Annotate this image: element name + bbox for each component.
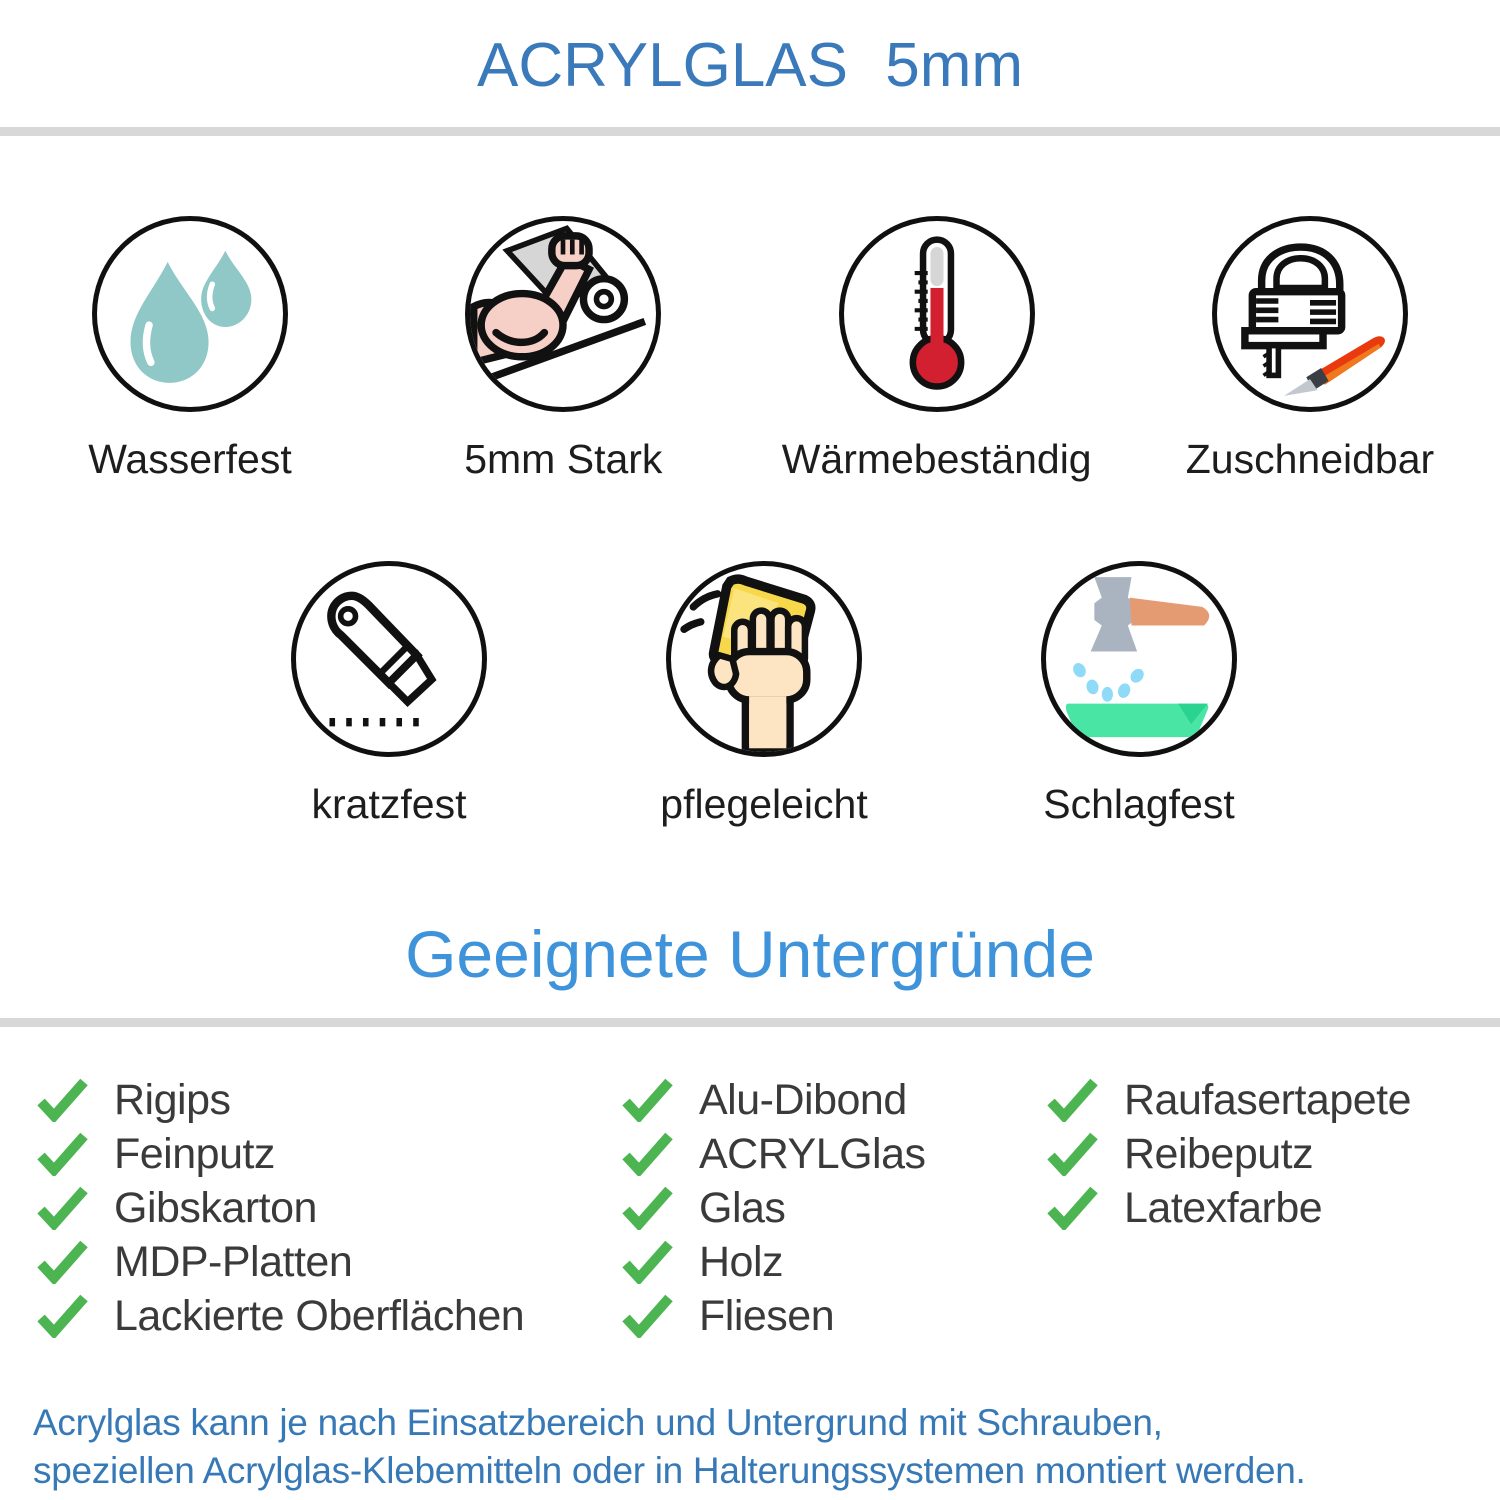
checkmark-icon (621, 1186, 673, 1230)
feature-schlagfest (974, 561, 1304, 828)
feature-label: Wärmebeständig (781, 436, 1092, 482)
list-item (36, 1127, 621, 1181)
checkmark-icon (621, 1240, 673, 1284)
feature-label: kratzfest (311, 781, 467, 827)
substrate-label: Raufasertapete (1124, 1075, 1412, 1124)
checkmark-icon (1046, 1186, 1098, 1230)
thermometer-icon (839, 216, 1035, 412)
list-item (1046, 1181, 1411, 1235)
footer-line-1: Acrylglas kann je nach Einsatzbereich und Untergrund mit Schrauben, (33, 1402, 1163, 1443)
substrates-list (0, 1073, 1500, 1343)
checkmark-icon (36, 1294, 88, 1338)
checkmark-icon (1046, 1078, 1098, 1122)
checkmark-icon (36, 1078, 88, 1122)
substrate-label: MDP-Platten (114, 1237, 353, 1286)
feature-label: Wasserfest (88, 436, 292, 482)
substrate-label: Latexfarbe (1124, 1183, 1323, 1232)
footer-line-2: speziellen Acrylglas-Klebemitteln oder in Halterungssystemen montiert werden. (33, 1450, 1306, 1491)
divider-bar-top (0, 127, 1500, 136)
jigsaw-icon (1212, 216, 1408, 412)
feature-label: 5mm Stark (464, 436, 663, 482)
checkmark-icon (36, 1132, 88, 1176)
divider-bar-middle (0, 1018, 1500, 1027)
checkmark-icon (621, 1294, 673, 1338)
list-item (621, 1181, 1046, 1235)
substrate-label: Gibskarton (114, 1183, 317, 1232)
list-item (36, 1235, 621, 1289)
substrate-label: Glas (699, 1183, 786, 1232)
list-item (36, 1289, 621, 1343)
substrates-column-3 (1046, 1073, 1411, 1343)
substrate-label: ACRYLGlas (699, 1129, 926, 1178)
water-drops-icon (92, 216, 288, 412)
list-item (1046, 1127, 1411, 1181)
feature-wasserfest (25, 216, 355, 483)
hammer-icon (1041, 561, 1237, 757)
list-item (1046, 1073, 1411, 1127)
muscle-arm-icon (465, 216, 661, 412)
substrate-label: Alu-Dibond (699, 1075, 907, 1124)
substrate-label: Reibeputz (1124, 1129, 1314, 1178)
feature-zuschneidbar (1145, 216, 1475, 483)
checkmark-icon (621, 1078, 673, 1122)
feature-row-2 (0, 561, 1500, 828)
list-item (36, 1181, 621, 1235)
substrates-column-2 (621, 1073, 1046, 1343)
checkmark-icon (1046, 1132, 1098, 1176)
checkmark-icon (621, 1132, 673, 1176)
feature-kratzfest (224, 561, 554, 828)
list-item (621, 1073, 1046, 1127)
checkmark-icon (36, 1186, 88, 1230)
feature-5mm-stark (398, 216, 728, 483)
substrate-label: Fliesen (699, 1291, 835, 1340)
feature-label: pflegeleicht (660, 781, 868, 827)
substrates-column-1 (36, 1073, 621, 1343)
feature-row-1 (0, 216, 1500, 483)
list-item (36, 1073, 621, 1127)
list-item (621, 1289, 1046, 1343)
feature-pflegeleicht (599, 561, 929, 828)
substrate-label: Rigips (114, 1075, 231, 1124)
substrate-label: Holz (699, 1237, 784, 1286)
wiping-hand-icon (666, 561, 862, 757)
feature-waermebestaendig (772, 216, 1102, 483)
checkmark-icon (36, 1240, 88, 1284)
feature-label: Schlagfest (1043, 781, 1235, 827)
footer-note (0, 1399, 1500, 1495)
section-title: Geeignete Untergründe (405, 917, 1095, 991)
page-title: ACRYLGLAS 5mm (476, 31, 1024, 100)
utility-knife-icon (291, 561, 487, 757)
substrate-label: Feinputz (114, 1129, 275, 1178)
substrate-label: Lackierte Oberflächen (114, 1291, 525, 1340)
list-item (621, 1127, 1046, 1181)
feature-label: Zuschneidbar (1185, 436, 1435, 482)
list-item (621, 1235, 1046, 1289)
